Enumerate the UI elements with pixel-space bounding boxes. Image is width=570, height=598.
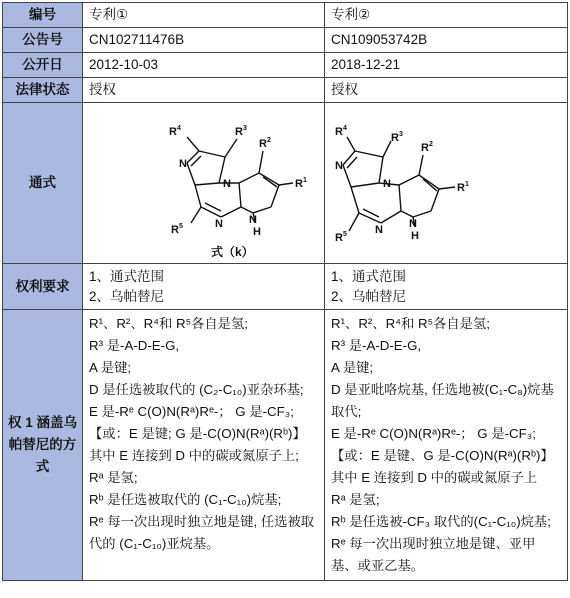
mode-line: 其中 E 连接到 D 中的碳或氮原子上; (89, 448, 299, 463)
mode-line: R³ 是-A-D-E-G, (331, 338, 422, 353)
atom-n: N (215, 218, 223, 230)
mode-line: R¹、R²、R⁴和 R⁵各自是氢; (89, 316, 248, 331)
claim-item: 2、乌帕替尼 (331, 288, 407, 304)
mode-line: E 是-Rᵉ C(O)N(Rᵃ)Rᵉ-； G 是-CF₃; (331, 426, 536, 441)
mode-line: R¹、R²、R⁴和 R⁵各自是氢; (331, 316, 490, 331)
mode-line: Rᵉ 每一次出现时独立地是键, 任选被取代的 (C₁-C₁₀)亚烷基。 (89, 514, 315, 551)
row-label-publication-date: 公开日 (3, 53, 83, 78)
atom-r4: $R^4$ (335, 125, 347, 138)
publication-date-1: 2012-10-03 (83, 53, 325, 78)
atom-r3: $R^3$ (235, 125, 247, 138)
legal-status-2: 授权 (325, 78, 568, 103)
row-label-coverage-mode: 权 1 涵盖乌帕替尼的方式 (3, 310, 83, 581)
mode-line: E 是-Rᵉ C(O)N(Rᵃ)Rᵉ-； G 是-CF₃; (89, 404, 294, 419)
claim-item: 1、通式范围 (331, 268, 407, 284)
header-patent-1: 专利① (83, 3, 325, 28)
patent-comparison-table (2, 2, 568, 581)
atom-h: H (411, 230, 419, 242)
mode-line: 【或：E 是键、G 是-C(O)N(Rᵃ)(Rᵇ)】 (331, 448, 554, 463)
mode-line: 【或：E 是键; G 是-C(O)N(Rᵃ)(Rᵇ)】 (89, 426, 306, 441)
row-label-legal-status: 法律状态 (3, 78, 83, 103)
formula-row (3, 103, 568, 264)
atom-n: N (249, 214, 257, 226)
formula-1-cell (83, 103, 325, 264)
atom-r2: $R^2$ (259, 137, 271, 150)
atom-n: N (409, 218, 417, 230)
atom-n: N (223, 178, 231, 190)
atom-n: N (375, 224, 383, 236)
mode-line: A 是键; (89, 360, 132, 375)
publication-number-2: CN109053742B (325, 28, 568, 53)
coverage-mode-row (3, 310, 568, 581)
atom-n: N (383, 178, 391, 190)
mode-line: 其中 E 连接到 D 中的碳或氮原子上 (331, 470, 538, 485)
legal-status-1: 授权 (83, 78, 325, 103)
mode-line: A 是键; (331, 360, 374, 375)
claims-row (3, 264, 568, 310)
table-row (3, 53, 568, 78)
atom-h: H (253, 226, 261, 238)
atom-r3: $R^3$ (391, 131, 403, 144)
atom-r2: $R^2$ (421, 141, 433, 154)
claim-item: 2、乌帕替尼 (89, 288, 165, 304)
mode-line: Rᵇ 是任选被-CF₃ 取代的(C₁-C₁₀)烷基; (331, 514, 551, 529)
header-number: 编号 (3, 3, 83, 28)
publication-number-1: CN102711476B (83, 28, 325, 53)
mode-line: Rᵇ 是任选被取代的 (C₁-C₁₀)烷基; (89, 492, 282, 507)
atom-n: N (335, 160, 343, 172)
table-row (3, 28, 568, 53)
claims-1 (83, 264, 325, 310)
mode-line: Rᵃ 是氢; (89, 470, 138, 485)
atom-r5: $R^5$ (335, 231, 347, 244)
claim-item: 1、通式范围 (89, 268, 165, 284)
atom-r4: $R^4$ (169, 125, 181, 138)
general-formula-structure (325, 103, 568, 263)
mode-line: D 是任选被取代的 (C₂-C₁₀)亚杂环基; (89, 382, 304, 397)
publication-date-2: 2018-12-21 (325, 53, 568, 78)
formula-2-cell (325, 103, 568, 264)
table-row (3, 78, 568, 103)
row-label-publication-number: 公告号 (3, 28, 83, 53)
mode-line: Rᵉ 每一次出现时独立地是键、亚甲基、或亚乙基。 (331, 536, 536, 573)
general-formula-k-structure (83, 103, 325, 263)
claims-2 (325, 264, 568, 310)
mode-line: R³ 是-A-D-E-G, (89, 338, 180, 353)
mode-line: Rᵃ 是氢; (331, 492, 380, 507)
atom-r5: $R^5$ (171, 223, 183, 236)
header-row (3, 3, 568, 28)
atom-n: N (179, 158, 187, 170)
atom-r1: $R^1$ (457, 181, 469, 194)
coverage-mode-1 (83, 310, 325, 581)
header-patent-2: 专利② (325, 3, 568, 28)
mode-line: D 是亚吡咯烷基, 任选地被(C₁-C₈)烷基取代; (331, 382, 554, 419)
coverage-mode-2 (325, 310, 568, 581)
row-label-claims: 权利要求 (3, 264, 83, 310)
formula-caption: 式（k） (211, 245, 254, 259)
row-label-formula: 通式 (3, 103, 83, 264)
atom-r1: $R^1$ (295, 177, 307, 190)
